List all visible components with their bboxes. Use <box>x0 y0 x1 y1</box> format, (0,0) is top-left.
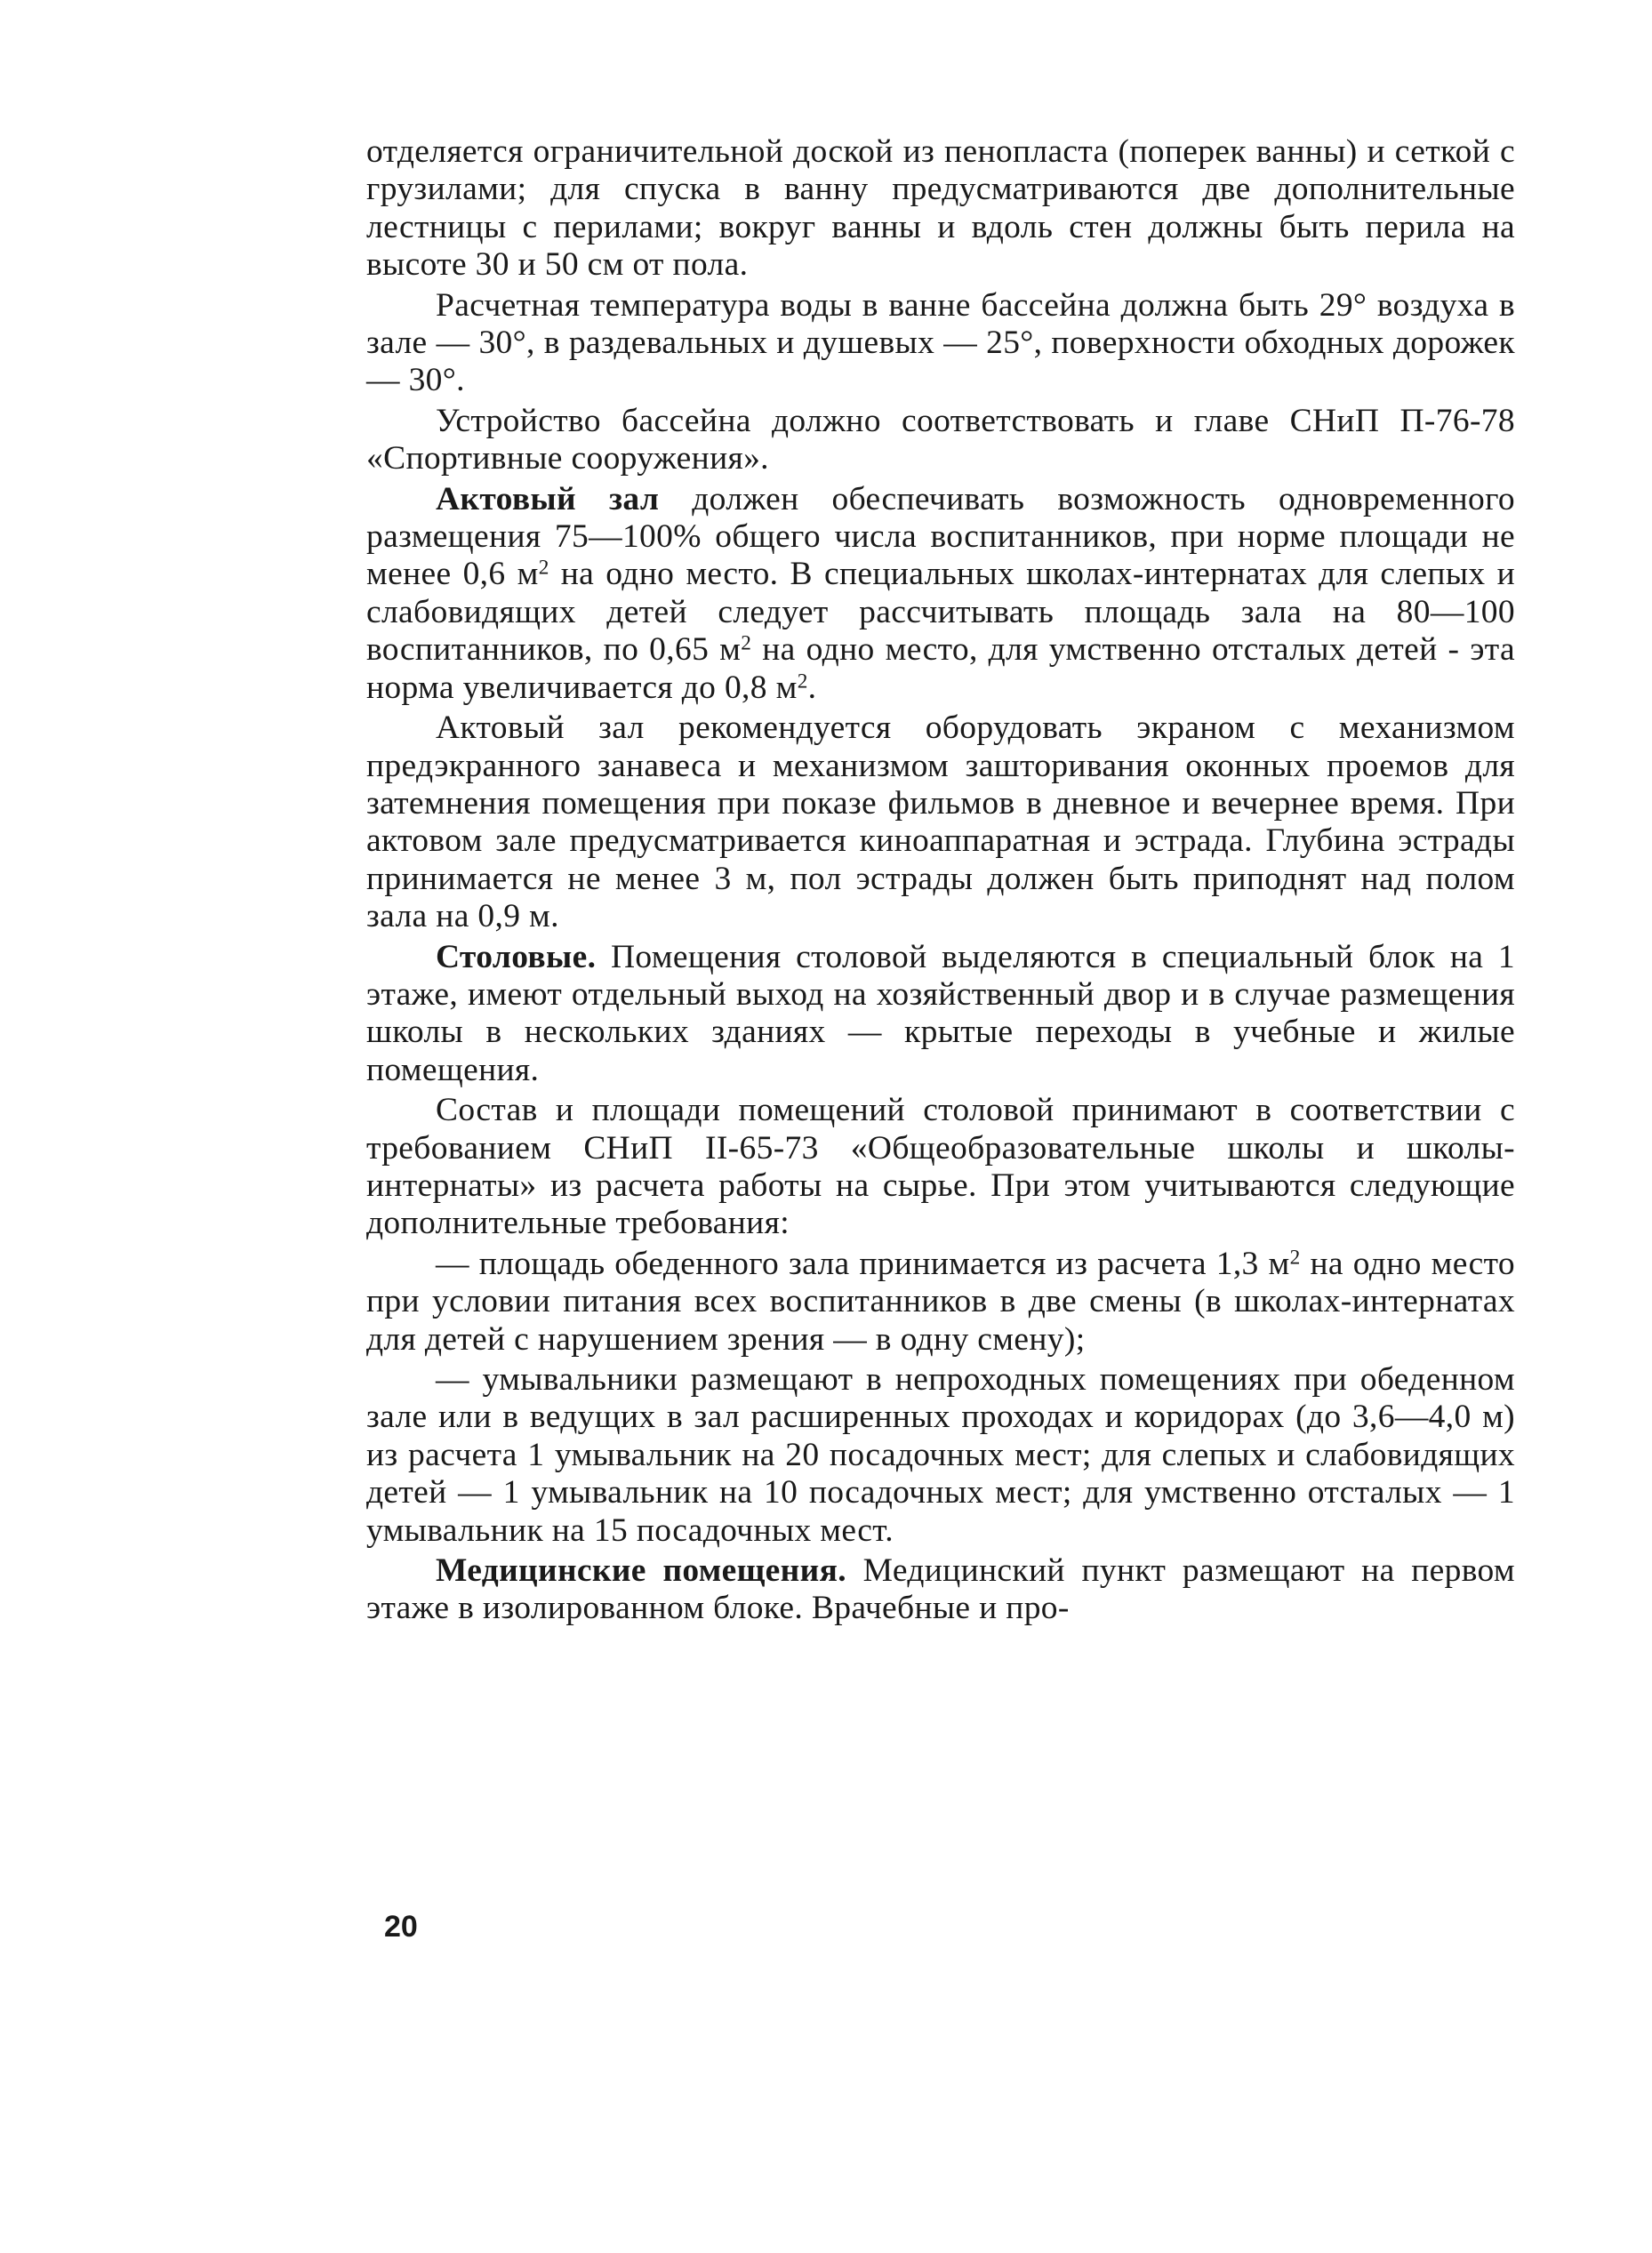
paragraph-pool-snip <box>366 403 1515 478</box>
paragraph-dining-composition <box>366 1092 1515 1243</box>
paragraph-text: Состав и площади помещений столовой принимают в соответствии с требованием СНиП II-65-73 «Общеобразовательные школы и школы-интернаты» из расчета работы на сырье. При этом учитываются следующие дополнительные требования: <box>366 1092 1515 1242</box>
superscript: 2 <box>538 556 549 580</box>
section-heading-dining-rooms: Столовые. <box>436 938 597 975</box>
superscript: 2 <box>1289 1246 1301 1270</box>
paragraph-medical-rooms <box>366 1552 1515 1628</box>
paragraph-assembly-hall <box>366 481 1515 707</box>
paragraph-text: . <box>807 669 817 706</box>
paragraph-pool-temperature <box>366 287 1515 400</box>
page-body <box>366 133 1515 1631</box>
section-heading-assembly-hall: Актовый зал <box>436 480 660 517</box>
paragraph-assembly-hall-equipment <box>366 710 1515 935</box>
paragraph-text: Медицинский пункт размещают на первом этаже в изолированном блоке. Врачебные и про- <box>366 1552 1516 1627</box>
list-item-dining-area <box>366 1246 1515 1359</box>
paragraph-text: Устройство бассейна должно соответствовать и главе СНиП П-76-78 «Спортивные сооружения». <box>366 402 1515 477</box>
page-number: 20 <box>384 1910 418 1944</box>
paragraph-text: Актовый зал рекомендуется оборудовать экраном с механизмом предэкранного занавеса и механизмом зашторивания оконных проемов для затемнения помещения при показе фильмов в дневное и вечернее время. При актовом зале предусматривается киноаппаратная и эстрада. Глубина эстрады принимается не менее 3 м, пол эстрады должен быть приподнят над полом зала на 0,9 м. <box>366 710 1515 935</box>
paragraph-text: должен обеспечивать возможность одновременного размещения 75—100% общего числа воспитанников, при норме площади не менее 0,6 м <box>366 480 1516 593</box>
list-item-washbasins <box>366 1361 1515 1550</box>
superscript: 2 <box>741 631 752 655</box>
superscript: 2 <box>797 669 808 694</box>
paragraph-text: Расчетная температура воды в ванне бассейна должна быть 29° воздуха в зале — 30°, в раздевальных и душевых — 25°, поверхности обходных дорожек — 30°. <box>366 286 1515 399</box>
paragraph-pool-railings <box>366 133 1515 285</box>
paragraph-text: — умывальники размещают в непроходных помещениях при обеденном зале или в ведущих в зал расширенных проходах и коридорах (до 3,6—4,0 м) из расчета 1 умывальник на 20 посадочных мест; для слепых и слабовидящих детей — 1 умывальник на 10 посадочных мест; для умственно отсталых — 1 умывальник на 15 посадочных мест. <box>366 1361 1515 1549</box>
paragraph-text: на одно место, для умственно отсталых детей - эта норма увеличивается до 0,8 м <box>366 631 1515 706</box>
paragraph-text: на одно место при условии питания всех воспитанников в две смены (в школах-интернатах для детей с нарушением зрения — в одну смену); <box>366 1245 1515 1358</box>
paragraph-text: Помещения столовой выделяются в специальный блок на 1 этаже, имеют отдельный выход на хозяйственный двор и в случае размещения школы в нескольких зданиях — крытые переходы в учебные и жилые помещения. <box>366 938 1515 1088</box>
paragraph-dining-rooms <box>366 939 1515 1090</box>
paragraph-text: на одно место. В специальных школах-интернатах для слепых и слабовидящих детей следует рассчитывать площадь зала на 80—100 воспитанников, по 0,65 м <box>366 556 1515 669</box>
paragraph-text: отделяется ограничительной доской из пенопласта (поперек ванны) и сеткой с грузилами; для спуска в ванну предусматриваются две дополнительные лестницы с перилами; вокруг ванны и вдоль стен должны быть перила на высоте 30 и 50 см от пола. <box>366 133 1515 284</box>
section-heading-medical-rooms: Медицинские помещения. <box>436 1552 846 1590</box>
paragraph-text: — площадь обеденного зала принимается из расчета 1,3 м <box>436 1245 1290 1282</box>
